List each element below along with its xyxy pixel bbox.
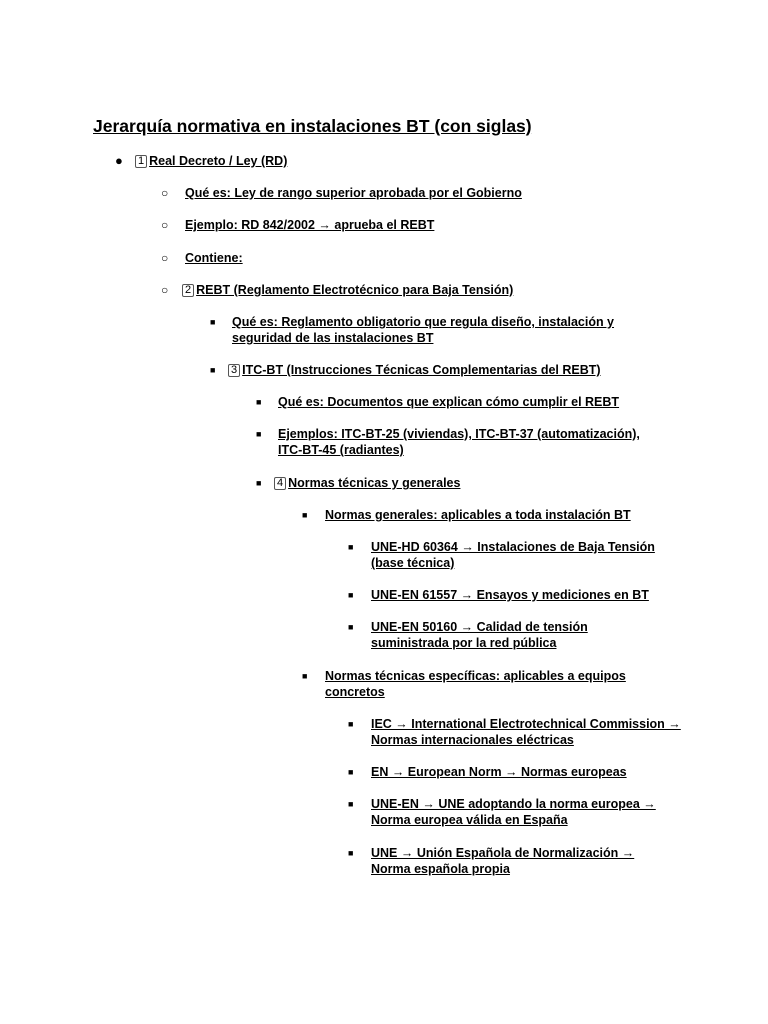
bullet-square: ■	[256, 429, 262, 439]
list-item-text: UNE → Unión Española de Normalización → Norma española propia	[371, 846, 635, 876]
number-badge: 4	[274, 477, 286, 490]
bullet-square: ■	[210, 365, 216, 375]
bullet-square: ■	[256, 397, 262, 407]
bullet-circle: ○	[161, 283, 169, 297]
list-item-text: EN → European Norm → Normas europeas	[371, 765, 627, 779]
list-item-text: Ejemplo: RD 842/2002 → aprueba el REBT	[185, 218, 435, 232]
list-item-text: UNE-EN 61557 → Ensayos y mediciones en BT	[371, 588, 649, 602]
list-item	[256, 426, 663, 458]
number-badge: 2	[182, 284, 194, 297]
document-title: Jerarquía normativa en instalaciones BT (con siglas)	[93, 116, 532, 136]
list-item-rebt	[161, 282, 682, 298]
bullet-square: ■	[302, 671, 308, 681]
bullet-square: ■	[348, 848, 354, 858]
bullet-square: ■	[348, 622, 354, 632]
list-item	[256, 394, 678, 410]
list-item-text: UNE-EN 50160 → Calidad de tensión suministrada por la red pública	[371, 620, 588, 650]
list-item	[348, 619, 626, 651]
list-item-text: UNE-HD 60364 → Instalaciones de Baja Tensión (base técnica)	[371, 540, 655, 570]
list-item	[302, 507, 725, 523]
list-item-text: Normas técnicas específicas: aplicables a equipos concretos	[325, 669, 626, 699]
list-item	[348, 845, 671, 877]
bullet-square: ■	[348, 719, 354, 729]
list-item-rd	[115, 153, 695, 169]
list-item	[210, 314, 632, 346]
bullet-square: ■	[302, 510, 308, 520]
bullet-circle: ○	[161, 251, 169, 265]
list-item-text: Normas técnicas y generales	[288, 476, 461, 490]
list-item-text: Ejemplos: ITC-BT-25 (viviendas), ITC-BT-37 (automatización), ITC-BT-45 (radiantes)	[278, 427, 640, 457]
list-item-text: UNE-EN → UNE adoptando la norma europea → Norma europea válida en España	[371, 797, 656, 827]
list-item-text: Qué es: Documentos que explican cómo cumplir el REBT	[278, 395, 620, 409]
list-item	[161, 217, 685, 233]
bullet-square: ■	[256, 478, 262, 488]
list-item-normas	[256, 475, 674, 491]
number-badge: 3	[228, 364, 240, 377]
list-item-text: Real Decreto / Ley (RD)	[149, 154, 288, 168]
bullet-circle: ○	[161, 186, 169, 200]
bullet-disc: ●	[115, 153, 123, 168]
list-item-itc-bt	[210, 362, 678, 378]
list-item-text: REBT (Reglamento Electrotécnico para Baja Tensión)	[196, 283, 514, 297]
list-item	[348, 796, 681, 828]
bullet-square: ■	[348, 590, 354, 600]
number-badge: 1	[135, 155, 147, 168]
list-item-text: IEC → International Electrotechnical Commission → Normas internacionales eléctricas	[371, 717, 681, 747]
list-item-text: Contiene:	[185, 251, 243, 265]
list-item	[161, 185, 685, 201]
list-item-text: Qué es: Reglamento obligatorio que regula diseño, instalación y seguridad de las instalaciones BT	[232, 315, 615, 345]
list-item	[302, 668, 655, 700]
bullet-square: ■	[348, 767, 354, 777]
list-item	[348, 716, 686, 748]
list-item	[161, 250, 685, 266]
list-item	[348, 539, 686, 571]
list-item	[348, 587, 701, 603]
bullet-square: ■	[348, 542, 354, 552]
bullet-square: ■	[210, 317, 216, 327]
list-item-text: ITC-BT (Instrucciones Técnicas Complementarias del REBT)	[242, 363, 601, 377]
bullet-circle: ○	[161, 218, 169, 232]
bullet-square: ■	[348, 799, 354, 809]
list-item-text: Normas generales: aplicables a toda instalación BT	[325, 508, 631, 522]
list-item	[348, 764, 701, 780]
list-item-text: Qué es: Ley de rango superior aprobada por el Gobierno	[185, 186, 522, 200]
